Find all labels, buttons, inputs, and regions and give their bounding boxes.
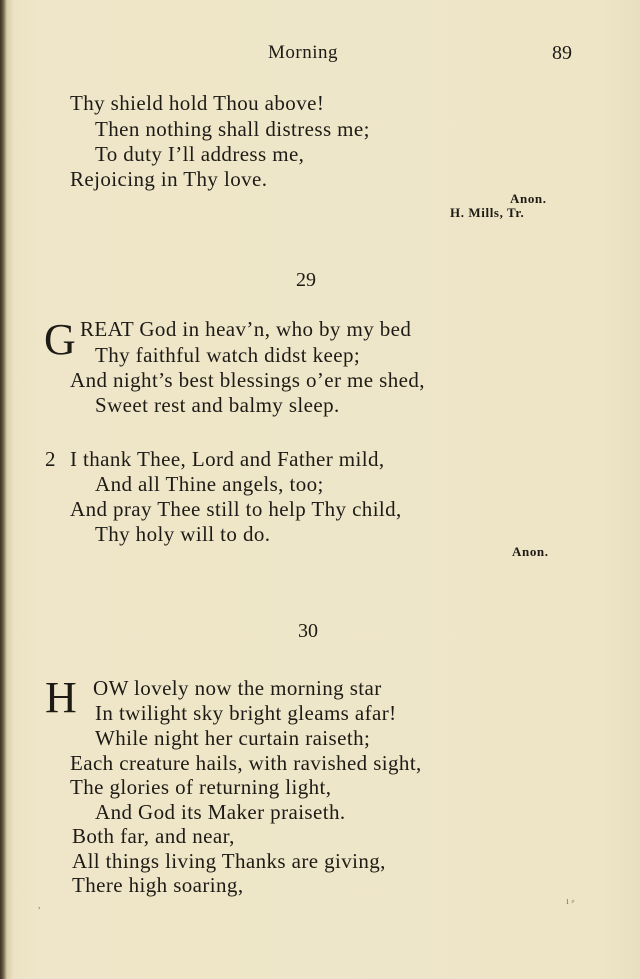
translator-attribution: H. Mills, Tr. — [450, 205, 525, 220]
verse-line: Thy shield hold Thou above! — [70, 91, 325, 115]
verse-line: I thank Thee, Lord and Father mild, — [70, 447, 385, 471]
verse-number: 2 — [45, 447, 56, 471]
verse-line: The glories of returning light, — [70, 775, 332, 799]
verse-line: Thy faithful watch didst keep; — [95, 343, 361, 367]
hymn-number: 30 — [298, 620, 318, 642]
verse-line: Both far, and near, — [72, 824, 235, 848]
verse-line: Then nothing shall distress me; — [95, 117, 370, 141]
print-mark: ı ⸗ — [566, 896, 575, 907]
verse-line: While night her curtain raiseth; — [95, 726, 371, 750]
verse-line: And night’s best blessings o’er me shed, — [70, 368, 425, 392]
verse-line: And all Thine angels, too; — [95, 472, 324, 496]
verse-line: And pray Thee still to help Thy child, — [70, 497, 402, 521]
author-attribution: Anon. — [512, 544, 549, 559]
verse-line: Thy holy will to do. — [95, 522, 271, 546]
drop-cap: H — [45, 673, 77, 722]
verse-line: All things living Thanks are giving, — [72, 849, 386, 873]
page-number: 89 — [552, 42, 572, 64]
verse-line: Sweet rest and balmy sleep. — [95, 393, 340, 417]
running-header-title: Morning — [268, 42, 338, 63]
print-mark: , — [38, 900, 41, 911]
verse-line: To duty I’ll address me, — [95, 142, 305, 166]
verse-line: REAT God in heav’n, who by my bed — [80, 317, 412, 341]
author-attribution: Anon. — [510, 191, 547, 206]
verse-line: There high soaring, — [72, 873, 244, 897]
hymn-number: 29 — [296, 269, 316, 291]
verse-line: In twilight sky bright gleams afar! — [95, 701, 397, 725]
verse-line: OW lovely now the morning star — [93, 676, 382, 700]
verse-line: Each creature hails, with ravished sight, — [70, 751, 422, 775]
drop-cap: G — [44, 315, 76, 364]
verse-line: And God its Maker praiseth. — [95, 800, 346, 824]
verse-line: Rejoicing in Thy love. — [70, 167, 268, 191]
